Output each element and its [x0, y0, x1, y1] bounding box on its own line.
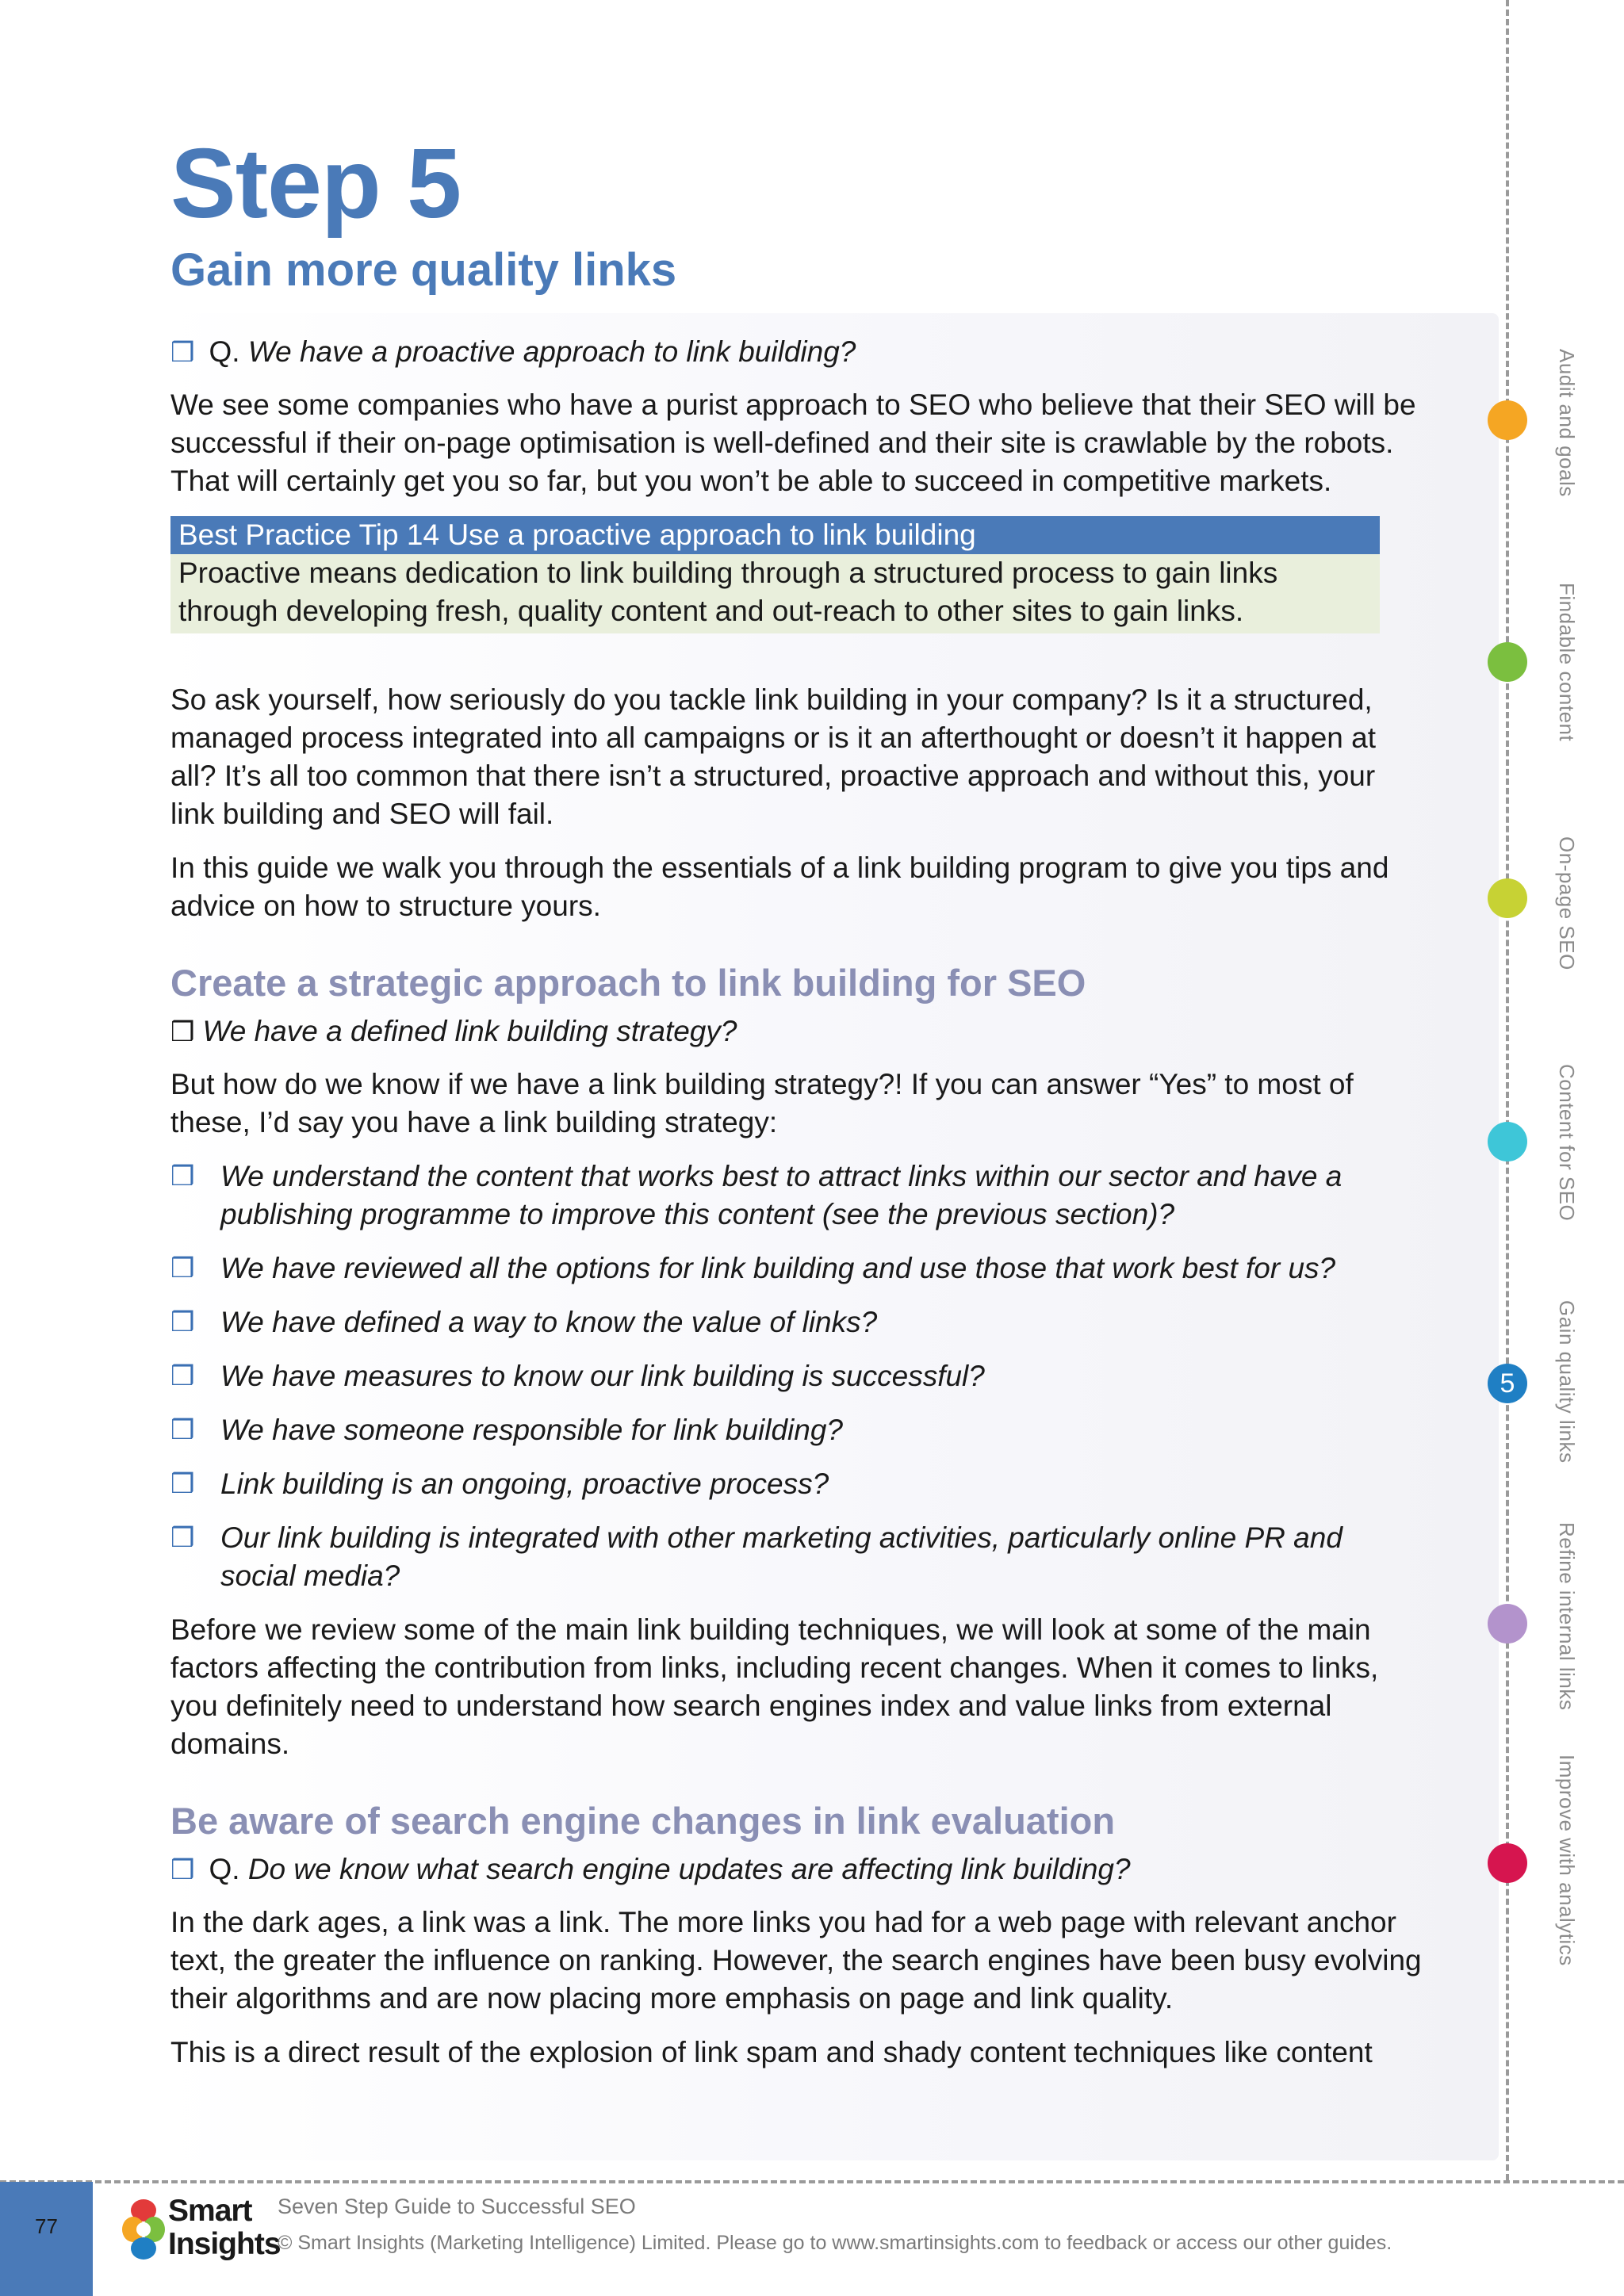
- question-prefix: Q.: [209, 335, 240, 368]
- footer-guide-title: Seven Step Guide to Successful SEO: [278, 2195, 636, 2218]
- checklist-text: We have defined a way to know the value of links?: [220, 1306, 878, 1338]
- checkbox-icon: ❒: [170, 1523, 195, 1553]
- checkbox-icon: ❒: [170, 1855, 195, 1885]
- link-spam-paragraph: This is a direct result of the explosion of link spam and shady content techniques like content: [170, 2036, 1373, 2068]
- strategy-checklist: [170, 1158, 1423, 1595]
- search-engine-question: [170, 1850, 1423, 1889]
- checkbox-icon: ❒: [170, 338, 195, 368]
- step-6-label[interactable]: Refine internal links: [1555, 1522, 1579, 1711]
- step-5-current-icon[interactable]: 5: [1488, 1364, 1527, 1403]
- smart-insights-logo[interactable]: [121, 2194, 281, 2266]
- dark-ages-paragraph: In the dark ages, a link was a link. The more links you had for a web page with relevant anchor text, the greater the influence on ranking. However, the search engines have been busy evolving their algorithms and are now placing more emphasis on page and link quality.: [170, 1906, 1422, 2015]
- checkbox-icon: ❒: [170, 1469, 195, 1499]
- checklist-item: [170, 1411, 1423, 1449]
- checklist-item: [170, 1519, 1423, 1595]
- intro-question: [170, 333, 1423, 372]
- strategy-closing: Before we review some of the main link building techniques, we will look at some of the main factors affecting the contribution from links, including recent changes. When it comes to links, you definitely need to understand how search engines index and value links from external domains.: [170, 1613, 1379, 1760]
- section-heading-search-engine-changes: Be aware of search engine changes in link evaluation: [170, 1800, 1116, 1842]
- paragraph-guide-intro: In this guide we walk you through the essentials of a link building program to give you tips and advice on how to structure yours.: [170, 851, 1389, 922]
- intro-paragraph: We see some companies who have a purist approach to SEO who believe that their SEO will be successful if their on-page optimisation is well-defined and their site is crawlable by the robots. That will certainly get you so far, but you won’t be able to succeed in competitive markets.: [170, 388, 1416, 497]
- checkbox-icon: ❒: [170, 1017, 195, 1047]
- checkbox-icon: ❒: [170, 1253, 195, 1284]
- footer-divider: [0, 2180, 1624, 2183]
- step-7-dot-icon[interactable]: [1488, 1843, 1527, 1883]
- question-prefix: Q.: [209, 1853, 240, 1885]
- tip-heading: Best Practice Tip 14 Use a proactive approach to link building: [170, 516, 1380, 554]
- strategy-question: [170, 1012, 1423, 1051]
- footer-copyright: © Smart Insights (Marketing Intelligence) Limited. Please go to www.smartinsights.com to feedback or access our other guides.: [278, 2232, 1392, 2254]
- tip-body: Proactive means dedication to link building through a structured process to gain links through developing fresh, quality content and out-reach to other sites to gain links.: [170, 554, 1380, 633]
- step-1-dot-icon[interactable]: [1488, 400, 1527, 440]
- checklist-text: We have someone responsible for link building?: [220, 1414, 844, 1446]
- checkbox-icon: ❒: [170, 1361, 195, 1391]
- question-text: Do we know what search engine updates are affecting link building?: [247, 1853, 1131, 1885]
- checklist-item: [170, 1303, 1423, 1341]
- checklist-text: Our link building is integrated with other marketing activities, particularly online PR and social media?: [220, 1521, 1342, 1592]
- page-number: 77: [35, 2214, 58, 2238]
- paragraph-ask-yourself: So ask yourself, how seriously do you tackle link building in your company? Is it a structured, managed process integrated into all campaigns or is it an afterthought or doesn’t it happen at all? It’s all too common that there isn’t a structured, proactive approach and without this, your link building and SEO will fail.: [170, 683, 1376, 830]
- checkbox-icon: ❒: [170, 1161, 195, 1192]
- section-heading-strategy: Create a strategic approach to link building for SEO: [170, 962, 1086, 1004]
- strategy-lead: But how do we know if we have a link building strategy?! If you can answer “Yes” to most of these, I’d say you have a link building strategy:: [170, 1068, 1354, 1138]
- checklist-text: We have reviewed all the options for link building and use those that work best for us?: [220, 1252, 1336, 1284]
- question-text: We have a proactive approach to link building?: [247, 335, 856, 368]
- step-4-dot-icon[interactable]: [1488, 1122, 1527, 1161]
- main-content: [170, 333, 1423, 2087]
- checklist-item: [170, 1357, 1423, 1395]
- step-subtitle: Gain more quality links: [170, 244, 677, 296]
- step-4-label[interactable]: Content for SEO: [1555, 1064, 1579, 1222]
- best-practice-tip: [170, 516, 1380, 633]
- checklist-item: [170, 1158, 1423, 1234]
- step-1-label[interactable]: Audit and goals: [1555, 349, 1579, 497]
- step-title: Step 5: [170, 129, 462, 239]
- step-2-label[interactable]: Findable content: [1555, 583, 1579, 742]
- step-2-dot-icon[interactable]: [1488, 642, 1527, 682]
- checklist-text: We have measures to know our link building is successful?: [220, 1360, 985, 1392]
- page-number-box: [0, 2182, 93, 2296]
- step-5-label[interactable]: Gain quality links: [1555, 1300, 1579, 1464]
- step-3-label[interactable]: On-page SEO: [1555, 836, 1579, 970]
- checkbox-icon: ❒: [170, 1307, 195, 1337]
- logo-mark-icon: [121, 2195, 167, 2266]
- logo-text-insights: Insights: [168, 2227, 281, 2261]
- checklist-item: [170, 1249, 1423, 1288]
- checkbox-icon: ❒: [170, 1415, 195, 1445]
- step-3-dot-icon[interactable]: [1488, 878, 1527, 918]
- checklist-text: Link building is an ongoing, proactive process?: [220, 1468, 829, 1500]
- checklist-text: We understand the content that works best to attract links within our sector and have a publishing programme to improve this content (see the previous section)?: [220, 1160, 1342, 1230]
- step-6-dot-icon[interactable]: [1488, 1604, 1527, 1644]
- logo-text: [168, 2195, 281, 2261]
- step-7-label[interactable]: Improve with analytics: [1555, 1755, 1579, 1966]
- logo-text-smart: Smart: [168, 2194, 252, 2228]
- checklist-item: [170, 1465, 1423, 1503]
- question-text: We have a defined link building strategy?: [202, 1015, 737, 1047]
